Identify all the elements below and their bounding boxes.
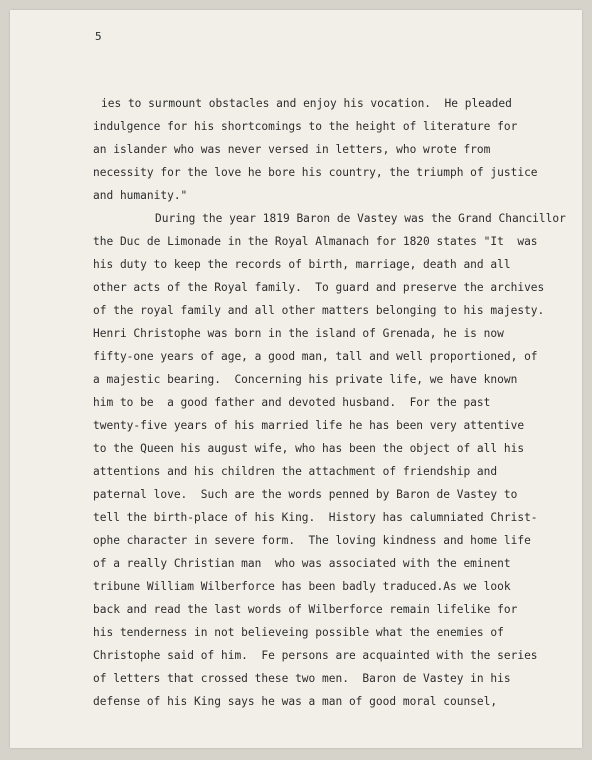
text-line: to the Queen his august wife, who has been the object of all his [93,442,525,455]
text-line: Christophe said of him. Fe persons are acquainted with the series [93,649,538,662]
text-line: indulgence for his shortcomings to the height of literature for [93,120,518,133]
text-line: Henri Christophe was born in the island of Grenada, he is now [93,327,504,340]
text-line: and humanity." [93,189,188,202]
text-line: necessity for the love he bore his country, the triumph of justice [93,166,538,179]
text-line: ophe character in severe form. The loving kindness and home life [93,534,531,547]
text-line: of a really Christian man who was associated with the eminent [93,557,511,570]
page-number: 5 [95,30,102,43]
text-line: attentions and his children the attachment of friendship and [93,465,498,478]
text-line: fifty-one years of age, a good man, tall and well proportioned, of [93,350,538,363]
text-line: of letters that crossed these two men. Baron de Vastey in his [93,672,511,685]
text-line: an islander who was never versed in letters, who wrote from [93,143,491,156]
text-line: the Duc de Limonade in the Royal Almanach for 1820 states "It was [93,235,538,248]
text-line: of the royal family and all other matters belonging to his majesty. [93,304,545,317]
text-line: his duty to keep the records of birth, marriage, death and all [93,258,511,271]
paragraph-first-line: During the year 1819 Baron de Vastey was the Grand Chancillor [155,212,566,225]
text-line: tribune William Wilberforce has been badly traduced.As we look [93,580,511,593]
text-line: twenty-five years of his married life he has been very attentive [93,419,525,432]
text-line: a majestic bearing. Concerning his private life, we have known [93,373,518,386]
text-line: other acts of the Royal family. To guard and preserve the archives [93,281,545,294]
text-line: back and read the last words of Wilberforce remain lifelike for [93,603,518,616]
text-line: ies to surmount obstacles and enjoy his vocation. He pleaded [101,97,512,110]
text-line: paternal love. Such are the words penned by Baron de Vastey to [93,488,518,501]
text-line: him to be a good father and devoted husband. For the past [93,396,491,409]
text-line: his tenderness in not believeing possible what the enemies of [93,626,504,639]
text-line: defense of his King says he was a man of good moral counsel, [93,695,498,708]
text-line: tell the birth-place of his King. History has calumniated Christ- [93,511,538,524]
